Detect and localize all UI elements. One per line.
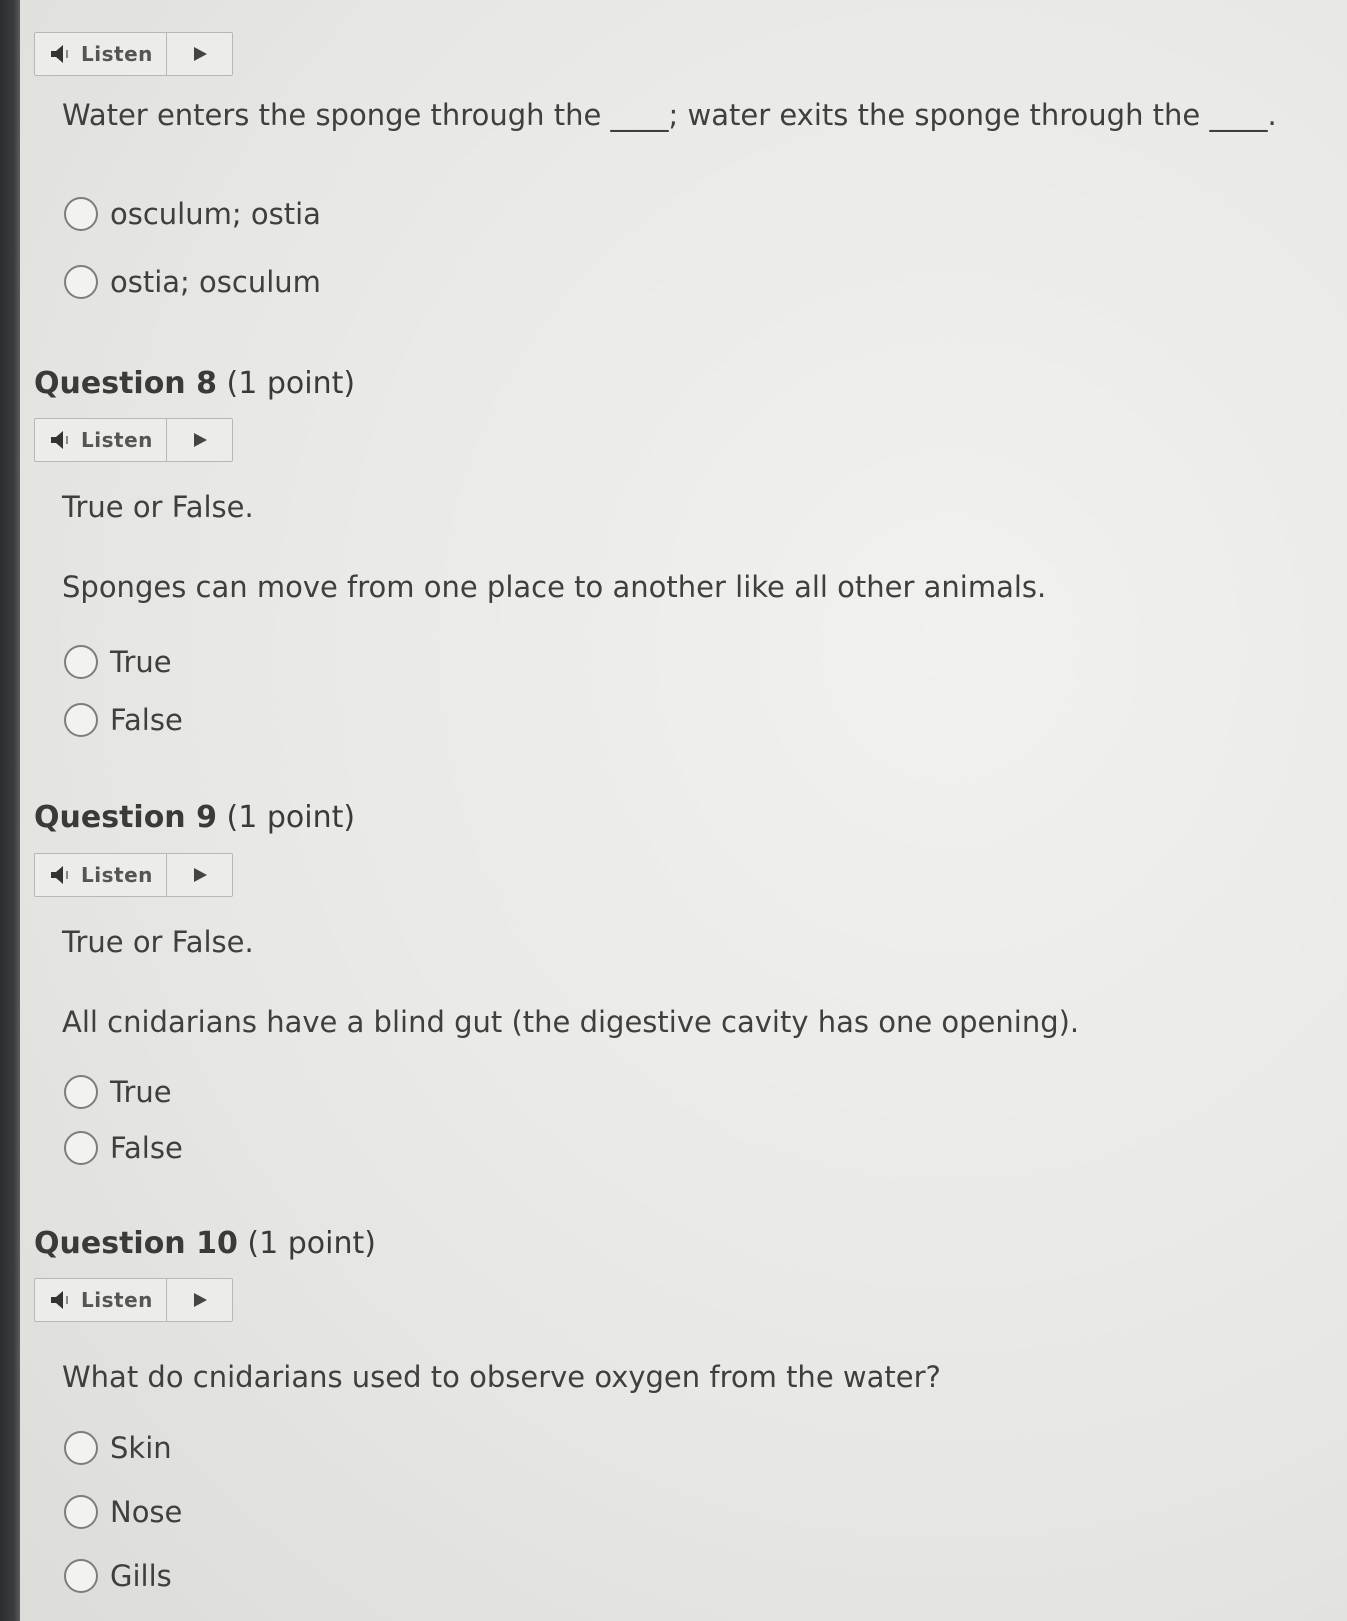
question-text: What do cnidarians used to observe oxygen from the water? [62, 1360, 941, 1394]
speaker-icon [49, 430, 71, 450]
option-label: Nose [110, 1495, 183, 1529]
question-text: Sponges can move from one place to another like all other animals. [62, 570, 1047, 604]
option-label: Skin [110, 1431, 172, 1465]
answer-option[interactable] [64, 1492, 182, 1532]
question-number: Question 10 [34, 1226, 238, 1261]
radio-button[interactable] [64, 1431, 98, 1465]
answer-option[interactable] [64, 262, 321, 302]
question-text: All cnidarians have a blind gut (the digestive cavity has one opening). [62, 1005, 1080, 1039]
answer-option[interactable] [64, 642, 172, 682]
answer-option[interactable] [64, 1556, 172, 1596]
play-icon [192, 432, 208, 448]
listen-button[interactable] [35, 1279, 167, 1321]
option-label: False [110, 1131, 183, 1165]
answer-option[interactable] [64, 194, 321, 234]
radio-button[interactable] [64, 197, 98, 231]
play-button[interactable] [167, 33, 232, 75]
question-prompt: True or False. [62, 925, 254, 959]
listen-control-q8 [34, 418, 233, 462]
question-number: Question 9 [34, 800, 217, 835]
radio-button[interactable] [64, 1559, 98, 1593]
play-icon [192, 1292, 208, 1308]
question-heading [34, 800, 355, 835]
question-points: (1 point) [226, 800, 356, 835]
listen-button[interactable] [35, 419, 167, 461]
play-button[interactable] [167, 854, 232, 896]
listen-control-q10 [34, 1278, 233, 1322]
answer-option[interactable] [64, 700, 183, 740]
radio-button[interactable] [64, 1495, 98, 1529]
question-prompt: True or False. [62, 490, 254, 524]
option-label: True [110, 1075, 172, 1109]
answer-option[interactable] [64, 1128, 183, 1168]
radio-button[interactable] [64, 265, 98, 299]
play-icon [192, 46, 208, 62]
option-label: False [110, 703, 183, 737]
question-heading [34, 366, 355, 401]
screen-bezel [0, 0, 20, 1621]
radio-button[interactable] [64, 1131, 98, 1165]
listen-button[interactable] [35, 33, 167, 75]
option-label: ostia; osculum [110, 265, 321, 299]
play-button[interactable] [167, 1279, 232, 1321]
answer-option[interactable] [64, 1072, 172, 1112]
speaker-icon [49, 44, 71, 64]
question-number: Question 8 [34, 366, 217, 401]
play-button[interactable] [167, 419, 232, 461]
option-label: True [110, 645, 172, 679]
speaker-icon [49, 865, 71, 885]
listen-label: Listen [81, 42, 153, 66]
answer-option[interactable] [64, 1428, 172, 1468]
option-label: Gills [110, 1559, 172, 1593]
radio-button[interactable] [64, 703, 98, 737]
listen-label: Listen [81, 863, 153, 887]
listen-control-q7 [34, 32, 233, 76]
question-points: (1 point) [247, 1226, 376, 1261]
question-text: Water enters the sponge through the ____; water exits the sponge through the ____. [62, 98, 1277, 132]
listen-button[interactable] [35, 854, 167, 896]
speaker-icon [49, 1290, 71, 1310]
question-heading [34, 1226, 376, 1261]
radio-button[interactable] [64, 1075, 98, 1109]
listen-control-q9 [34, 853, 233, 897]
option-label: osculum; ostia [110, 197, 321, 231]
play-icon [192, 867, 208, 883]
question-points: (1 point) [226, 366, 356, 401]
radio-button[interactable] [64, 645, 98, 679]
listen-label: Listen [81, 1288, 153, 1312]
quiz-page [20, 0, 1347, 1621]
listen-label: Listen [81, 428, 153, 452]
